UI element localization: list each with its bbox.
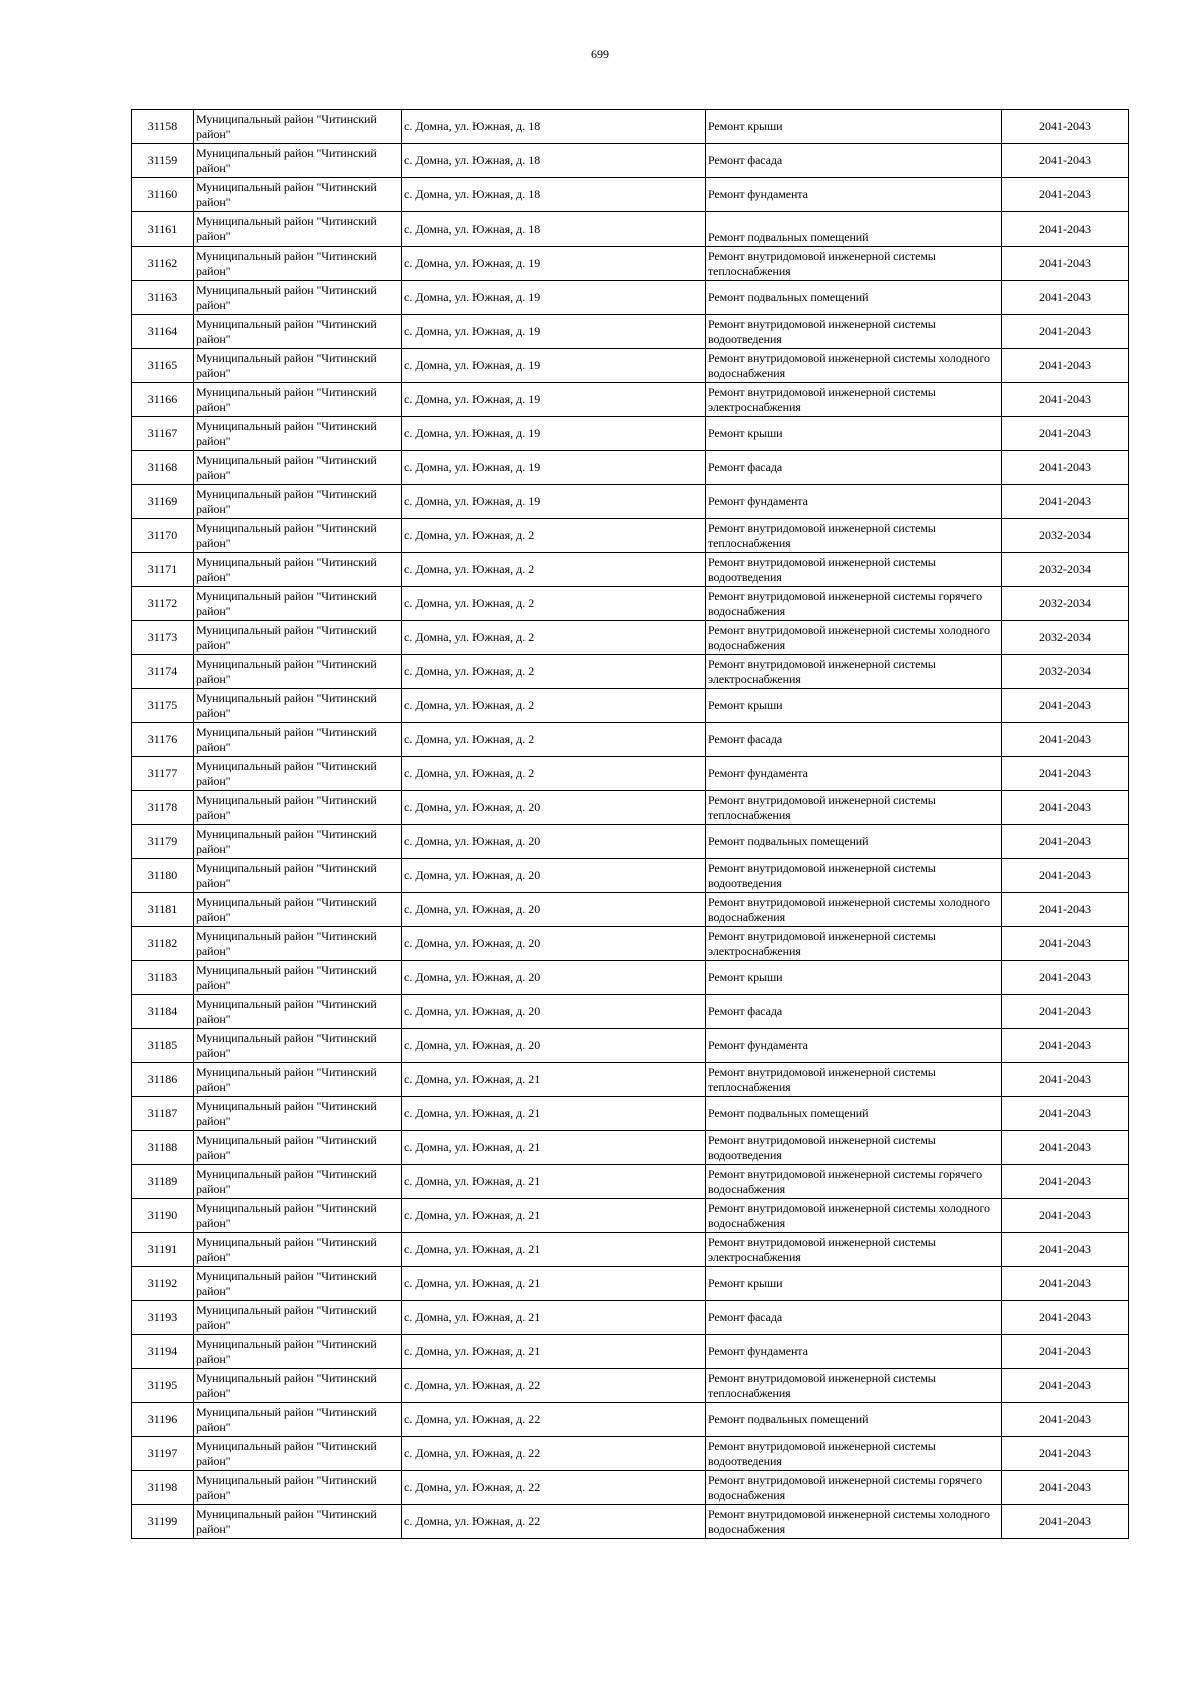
- row-number-cell: 31188: [132, 1131, 194, 1165]
- period-cell: 2041-2043: [1002, 315, 1129, 349]
- period-cell: 2041-2043: [1002, 1029, 1129, 1063]
- row-number-cell: 31158: [132, 110, 194, 144]
- work-type-cell: Ремонт крыши: [706, 110, 1002, 144]
- municipality-cell: Муниципальный район "Читинский район": [194, 485, 402, 519]
- row-number-cell: 31161: [132, 212, 194, 247]
- period-cell: 2032-2034: [1002, 621, 1129, 655]
- period-cell: 2041-2043: [1002, 1199, 1129, 1233]
- municipality-cell: Муниципальный район "Читинский район": [194, 587, 402, 621]
- row-number-cell: 31184: [132, 995, 194, 1029]
- table-row: [132, 1505, 1129, 1539]
- work-type-cell: Ремонт внутридомовой инженерной системы холодного водоснабжения: [706, 621, 1002, 655]
- work-type-cell: Ремонт фасада: [706, 451, 1002, 485]
- work-type-cell: Ремонт внутридомовой инженерной системы водоотведения: [706, 1437, 1002, 1471]
- period-cell: 2041-2043: [1002, 757, 1129, 791]
- work-type-cell: Ремонт фасада: [706, 144, 1002, 178]
- row-number-cell: 31173: [132, 621, 194, 655]
- address-cell: с. Домна, ул. Южная, д. 20: [402, 927, 706, 961]
- period-cell: 2041-2043: [1002, 927, 1129, 961]
- address-cell: с. Домна, ул. Южная, д. 2: [402, 621, 706, 655]
- work-type-cell: Ремонт подвальных помещений: [706, 212, 1002, 247]
- table-row: [132, 1437, 1129, 1471]
- table-row: [132, 451, 1129, 485]
- municipality-cell: Муниципальный район "Читинский район": [194, 349, 402, 383]
- table-row: [132, 383, 1129, 417]
- period-cell: 2032-2034: [1002, 655, 1129, 689]
- address-cell: с. Домна, ул. Южная, д. 19: [402, 485, 706, 519]
- work-type-cell: Ремонт крыши: [706, 689, 1002, 723]
- work-type-cell: Ремонт внутридомовой инженерной системы горячего водоснабжения: [706, 587, 1002, 621]
- municipality-cell: Муниципальный район "Читинский район": [194, 689, 402, 723]
- work-type-cell: Ремонт подвальных помещений: [706, 1403, 1002, 1437]
- table-row: [132, 757, 1129, 791]
- row-number-cell: 31196: [132, 1403, 194, 1437]
- work-type-cell: Ремонт подвальных помещений: [706, 825, 1002, 859]
- address-cell: с. Домна, ул. Южная, д. 19: [402, 247, 706, 281]
- municipality-cell: Муниципальный район "Читинский район": [194, 859, 402, 893]
- municipality-cell: Муниципальный район "Читинский район": [194, 247, 402, 281]
- address-cell: с. Домна, ул. Южная, д. 20: [402, 791, 706, 825]
- period-cell: 2041-2043: [1002, 1403, 1129, 1437]
- municipality-cell: Муниципальный район "Читинский район": [194, 178, 402, 212]
- table-row: [132, 553, 1129, 587]
- municipality-cell: Муниципальный район "Читинский район": [194, 1505, 402, 1539]
- table-row: [132, 1131, 1129, 1165]
- table-row: [132, 349, 1129, 383]
- row-number-cell: 31178: [132, 791, 194, 825]
- repair-schedule-table: [131, 109, 1129, 1539]
- address-cell: с. Домна, ул. Южная, д. 21: [402, 1267, 706, 1301]
- row-number-cell: 31194: [132, 1335, 194, 1369]
- table-row: [132, 1233, 1129, 1267]
- table-row: [132, 689, 1129, 723]
- address-cell: с. Домна, ул. Южная, д. 20: [402, 893, 706, 927]
- period-cell: 2041-2043: [1002, 349, 1129, 383]
- row-number-cell: 31174: [132, 655, 194, 689]
- table-row: [132, 1097, 1129, 1131]
- address-cell: с. Домна, ул. Южная, д. 22: [402, 1471, 706, 1505]
- row-number-cell: 31181: [132, 893, 194, 927]
- period-cell: 2041-2043: [1002, 383, 1129, 417]
- table-row: [132, 859, 1129, 893]
- municipality-cell: Муниципальный район "Читинский район": [194, 1165, 402, 1199]
- period-cell: 2041-2043: [1002, 281, 1129, 315]
- municipality-cell: Муниципальный район "Читинский район": [194, 1029, 402, 1063]
- municipality-cell: Муниципальный район "Читинский район": [194, 1301, 402, 1335]
- period-cell: 2032-2034: [1002, 519, 1129, 553]
- work-type-cell: Ремонт внутридомовой инженерной системы теплоснабжения: [706, 791, 1002, 825]
- row-number-cell: 31197: [132, 1437, 194, 1471]
- row-number-cell: 31191: [132, 1233, 194, 1267]
- row-number-cell: 31165: [132, 349, 194, 383]
- address-cell: с. Домна, ул. Южная, д. 19: [402, 315, 706, 349]
- row-number-cell: 31185: [132, 1029, 194, 1063]
- municipality-cell: Муниципальный район "Читинский район": [194, 1403, 402, 1437]
- row-number-cell: 31179: [132, 825, 194, 859]
- period-cell: 2041-2043: [1002, 178, 1129, 212]
- table-row: [132, 247, 1129, 281]
- row-number-cell: 31180: [132, 859, 194, 893]
- row-number-cell: 31169: [132, 485, 194, 519]
- period-cell: 2041-2043: [1002, 1335, 1129, 1369]
- municipality-cell: Муниципальный район "Читинский район": [194, 723, 402, 757]
- table-row: [132, 485, 1129, 519]
- table-body: [132, 110, 1129, 1539]
- municipality-cell: Муниципальный район "Читинский район": [194, 757, 402, 791]
- municipality-cell: Муниципальный район "Читинский район": [194, 1471, 402, 1505]
- municipality-cell: Муниципальный район "Читинский район": [194, 961, 402, 995]
- municipality-cell: Муниципальный район "Читинский район": [194, 1233, 402, 1267]
- address-cell: с. Домна, ул. Южная, д. 2: [402, 553, 706, 587]
- municipality-cell: Муниципальный район "Читинский район": [194, 281, 402, 315]
- work-type-cell: Ремонт внутридомовой инженерной системы холодного водоснабжения: [706, 349, 1002, 383]
- table-row: [132, 144, 1129, 178]
- table-row: [132, 825, 1129, 859]
- work-type-cell: Ремонт внутридомовой инженерной системы водоотведения: [706, 1131, 1002, 1165]
- table-row: [132, 723, 1129, 757]
- table-row: [132, 178, 1129, 212]
- address-cell: с. Домна, ул. Южная, д. 20: [402, 961, 706, 995]
- work-type-cell: Ремонт крыши: [706, 1267, 1002, 1301]
- period-cell: 2041-2043: [1002, 995, 1129, 1029]
- municipality-cell: Муниципальный район "Читинский район": [194, 825, 402, 859]
- municipality-cell: Муниципальный район "Читинский район": [194, 451, 402, 485]
- address-cell: с. Домна, ул. Южная, д. 2: [402, 723, 706, 757]
- address-cell: с. Домна, ул. Южная, д. 21: [402, 1165, 706, 1199]
- table-row: [132, 212, 1129, 247]
- row-number-cell: 31175: [132, 689, 194, 723]
- period-cell: 2041-2043: [1002, 1233, 1129, 1267]
- work-type-cell: Ремонт внутридомовой инженерной системы электроснабжения: [706, 1233, 1002, 1267]
- row-number-cell: 31166: [132, 383, 194, 417]
- period-cell: 2041-2043: [1002, 825, 1129, 859]
- address-cell: с. Домна, ул. Южная, д. 19: [402, 451, 706, 485]
- address-cell: с. Домна, ул. Южная, д. 22: [402, 1505, 706, 1539]
- table-row: [132, 1403, 1129, 1437]
- work-type-cell: Ремонт внутридомовой инженерной системы электроснабжения: [706, 927, 1002, 961]
- row-number-cell: 31162: [132, 247, 194, 281]
- row-number-cell: 31159: [132, 144, 194, 178]
- row-number-cell: 31190: [132, 1199, 194, 1233]
- address-cell: с. Домна, ул. Южная, д. 21: [402, 1131, 706, 1165]
- address-cell: с. Домна, ул. Южная, д. 21: [402, 1199, 706, 1233]
- table-row: [132, 791, 1129, 825]
- address-cell: с. Домна, ул. Южная, д. 19: [402, 383, 706, 417]
- work-type-cell: Ремонт фундамента: [706, 485, 1002, 519]
- municipality-cell: Муниципальный район "Читинский район": [194, 1199, 402, 1233]
- address-cell: с. Домна, ул. Южная, д. 20: [402, 995, 706, 1029]
- table-row: [132, 961, 1129, 995]
- row-number-cell: 31199: [132, 1505, 194, 1539]
- address-cell: с. Домна, ул. Южная, д. 20: [402, 825, 706, 859]
- table-row: [132, 995, 1129, 1029]
- work-type-cell: Ремонт фундамента: [706, 178, 1002, 212]
- work-type-cell: Ремонт внутридомовой инженерной системы горячего водоснабжения: [706, 1471, 1002, 1505]
- address-cell: с. Домна, ул. Южная, д. 19: [402, 417, 706, 451]
- municipality-cell: Муниципальный район "Читинский район": [194, 315, 402, 349]
- table-row: [132, 1369, 1129, 1403]
- work-type-cell: Ремонт фундамента: [706, 757, 1002, 791]
- work-type-cell: Ремонт внутридомовой инженерной системы теплоснабжения: [706, 1063, 1002, 1097]
- row-number-cell: 31170: [132, 519, 194, 553]
- table-row: [132, 1199, 1129, 1233]
- work-type-cell: Ремонт фундамента: [706, 1335, 1002, 1369]
- period-cell: 2041-2043: [1002, 451, 1129, 485]
- address-cell: с. Домна, ул. Южная, д. 18: [402, 212, 706, 247]
- page-number: 699: [591, 47, 609, 61]
- work-type-cell: Ремонт внутридомовой инженерной системы теплоснабжения: [706, 519, 1002, 553]
- table-row: [132, 315, 1129, 349]
- period-cell: 2041-2043: [1002, 1165, 1129, 1199]
- work-type-cell: Ремонт внутридомовой инженерной системы водоотведения: [706, 315, 1002, 349]
- table-row: [132, 587, 1129, 621]
- period-cell: 2041-2043: [1002, 1437, 1129, 1471]
- row-number-cell: 31189: [132, 1165, 194, 1199]
- municipality-cell: Муниципальный район "Читинский район": [194, 1267, 402, 1301]
- address-cell: с. Домна, ул. Южная, д. 20: [402, 1029, 706, 1063]
- municipality-cell: Муниципальный район "Читинский район": [194, 383, 402, 417]
- work-type-cell: Ремонт внутридомовой инженерной системы электроснабжения: [706, 655, 1002, 689]
- work-type-cell: Ремонт внутридомовой инженерной системы водоотведения: [706, 553, 1002, 587]
- work-type-cell: Ремонт крыши: [706, 961, 1002, 995]
- row-number-cell: 31167: [132, 417, 194, 451]
- period-cell: 2041-2043: [1002, 247, 1129, 281]
- period-cell: 2041-2043: [1002, 791, 1129, 825]
- work-type-cell: Ремонт внутридомовой инженерной системы горячего водоснабжения: [706, 1165, 1002, 1199]
- table-row: [132, 1471, 1129, 1505]
- period-cell: 2041-2043: [1002, 893, 1129, 927]
- work-type-cell: Ремонт фасада: [706, 1301, 1002, 1335]
- work-type-cell: Ремонт внутридомовой инженерной системы электроснабжения: [706, 383, 1002, 417]
- period-cell: 2041-2043: [1002, 1369, 1129, 1403]
- row-number-cell: 31171: [132, 553, 194, 587]
- address-cell: с. Домна, ул. Южная, д. 22: [402, 1369, 706, 1403]
- table-row: [132, 1063, 1129, 1097]
- work-type-cell: Ремонт внутридомовой инженерной системы холодного водоснабжения: [706, 1199, 1002, 1233]
- table-row: [132, 1267, 1129, 1301]
- table-row: [132, 1301, 1129, 1335]
- work-type-cell: Ремонт крыши: [706, 417, 1002, 451]
- address-cell: с. Домна, ул. Южная, д. 21: [402, 1233, 706, 1267]
- period-cell: 2041-2043: [1002, 1267, 1129, 1301]
- table-row: [132, 110, 1129, 144]
- address-cell: с. Домна, ул. Южная, д. 20: [402, 859, 706, 893]
- municipality-cell: Муниципальный район "Читинский район": [194, 519, 402, 553]
- table-row: [132, 655, 1129, 689]
- row-number-cell: 31160: [132, 178, 194, 212]
- work-type-cell: Ремонт подвальных помещений: [706, 1097, 1002, 1131]
- address-cell: с. Домна, ул. Южная, д. 18: [402, 144, 706, 178]
- work-type-cell: Ремонт внутридомовой инженерной системы теплоснабжения: [706, 247, 1002, 281]
- work-type-cell: Ремонт фасада: [706, 723, 1002, 757]
- address-cell: с. Домна, ул. Южная, д. 21: [402, 1301, 706, 1335]
- address-cell: с. Домна, ул. Южная, д. 2: [402, 655, 706, 689]
- address-cell: с. Домна, ул. Южная, д. 19: [402, 349, 706, 383]
- table-row: [132, 1335, 1129, 1369]
- municipality-cell: Муниципальный район "Читинский район": [194, 553, 402, 587]
- municipality-cell: Муниципальный район "Читинский район": [194, 621, 402, 655]
- address-cell: с. Домна, ул. Южная, д. 2: [402, 587, 706, 621]
- period-cell: 2041-2043: [1002, 485, 1129, 519]
- period-cell: 2041-2043: [1002, 689, 1129, 723]
- municipality-cell: Муниципальный район "Читинский район": [194, 212, 402, 247]
- municipality-cell: Муниципальный район "Читинский район": [194, 1437, 402, 1471]
- municipality-cell: Муниципальный район "Читинский район": [194, 1063, 402, 1097]
- municipality-cell: Муниципальный район "Читинский район": [194, 1369, 402, 1403]
- period-cell: 2041-2043: [1002, 1063, 1129, 1097]
- municipality-cell: Муниципальный район "Читинский район": [194, 1335, 402, 1369]
- work-type-cell: Ремонт подвальных помещений: [706, 281, 1002, 315]
- period-cell: 2041-2043: [1002, 144, 1129, 178]
- period-cell: 2041-2043: [1002, 1097, 1129, 1131]
- period-cell: 2041-2043: [1002, 961, 1129, 995]
- row-number-cell: 31176: [132, 723, 194, 757]
- row-number-cell: 31164: [132, 315, 194, 349]
- municipality-cell: Муниципальный район "Читинский район": [194, 144, 402, 178]
- address-cell: с. Домна, ул. Южная, д. 21: [402, 1335, 706, 1369]
- row-number-cell: 31192: [132, 1267, 194, 1301]
- municipality-cell: Муниципальный район "Читинский район": [194, 110, 402, 144]
- work-type-cell: Ремонт фасада: [706, 995, 1002, 1029]
- municipality-cell: Муниципальный район "Читинский район": [194, 417, 402, 451]
- address-cell: с. Домна, ул. Южная, д. 2: [402, 519, 706, 553]
- period-cell: 2032-2034: [1002, 587, 1129, 621]
- row-number-cell: 31168: [132, 451, 194, 485]
- municipality-cell: Муниципальный район "Читинский район": [194, 791, 402, 825]
- work-type-cell: Ремонт фундамента: [706, 1029, 1002, 1063]
- row-number-cell: 31163: [132, 281, 194, 315]
- row-number-cell: 31198: [132, 1471, 194, 1505]
- period-cell: 2041-2043: [1002, 723, 1129, 757]
- address-cell: с. Домна, ул. Южная, д. 18: [402, 178, 706, 212]
- period-cell: 2041-2043: [1002, 417, 1129, 451]
- table-row: [132, 893, 1129, 927]
- period-cell: 2041-2043: [1002, 1471, 1129, 1505]
- row-number-cell: 31187: [132, 1097, 194, 1131]
- row-number-cell: 31172: [132, 587, 194, 621]
- municipality-cell: Муниципальный район "Читинский район": [194, 1097, 402, 1131]
- work-type-cell: Ремонт внутридомовой инженерной системы холодного водоснабжения: [706, 1505, 1002, 1539]
- period-cell: 2041-2043: [1002, 1301, 1129, 1335]
- table-row: [132, 281, 1129, 315]
- municipality-cell: Муниципальный район "Читинский район": [194, 1131, 402, 1165]
- row-number-cell: 31183: [132, 961, 194, 995]
- address-cell: с. Домна, ул. Южная, д. 21: [402, 1063, 706, 1097]
- municipality-cell: Муниципальный район "Читинский район": [194, 893, 402, 927]
- period-cell: 2041-2043: [1002, 110, 1129, 144]
- row-number-cell: 31177: [132, 757, 194, 791]
- address-cell: с. Домна, ул. Южная, д. 19: [402, 281, 706, 315]
- table-row: [132, 1029, 1129, 1063]
- address-cell: с. Домна, ул. Южная, д. 2: [402, 689, 706, 723]
- address-cell: с. Домна, ул. Южная, д. 22: [402, 1437, 706, 1471]
- table-row: [132, 1165, 1129, 1199]
- municipality-cell: Муниципальный район "Читинский район": [194, 995, 402, 1029]
- period-cell: 2041-2043: [1002, 859, 1129, 893]
- address-cell: с. Домна, ул. Южная, д. 2: [402, 757, 706, 791]
- address-cell: с. Домна, ул. Южная, д. 18: [402, 110, 706, 144]
- period-cell: 2041-2043: [1002, 1131, 1129, 1165]
- row-number-cell: 31186: [132, 1063, 194, 1097]
- table-row: [132, 621, 1129, 655]
- address-cell: с. Домна, ул. Южная, д. 22: [402, 1403, 706, 1437]
- row-number-cell: 31195: [132, 1369, 194, 1403]
- row-number-cell: 31182: [132, 927, 194, 961]
- municipality-cell: Муниципальный район "Читинский район": [194, 655, 402, 689]
- work-type-cell: Ремонт внутридомовой инженерной системы водоотведения: [706, 859, 1002, 893]
- work-type-cell: Ремонт внутридомовой инженерной системы теплоснабжения: [706, 1369, 1002, 1403]
- table-row: [132, 519, 1129, 553]
- table-row: [132, 417, 1129, 451]
- work-type-cell: Ремонт внутридомовой инженерной системы холодного водоснабжения: [706, 893, 1002, 927]
- address-cell: с. Домна, ул. Южная, д. 21: [402, 1097, 706, 1131]
- period-cell: 2041-2043: [1002, 212, 1129, 247]
- table-row: [132, 927, 1129, 961]
- row-number-cell: 31193: [132, 1301, 194, 1335]
- period-cell: 2032-2034: [1002, 553, 1129, 587]
- municipality-cell: Муниципальный район "Читинский район": [194, 927, 402, 961]
- period-cell: 2041-2043: [1002, 1505, 1129, 1539]
